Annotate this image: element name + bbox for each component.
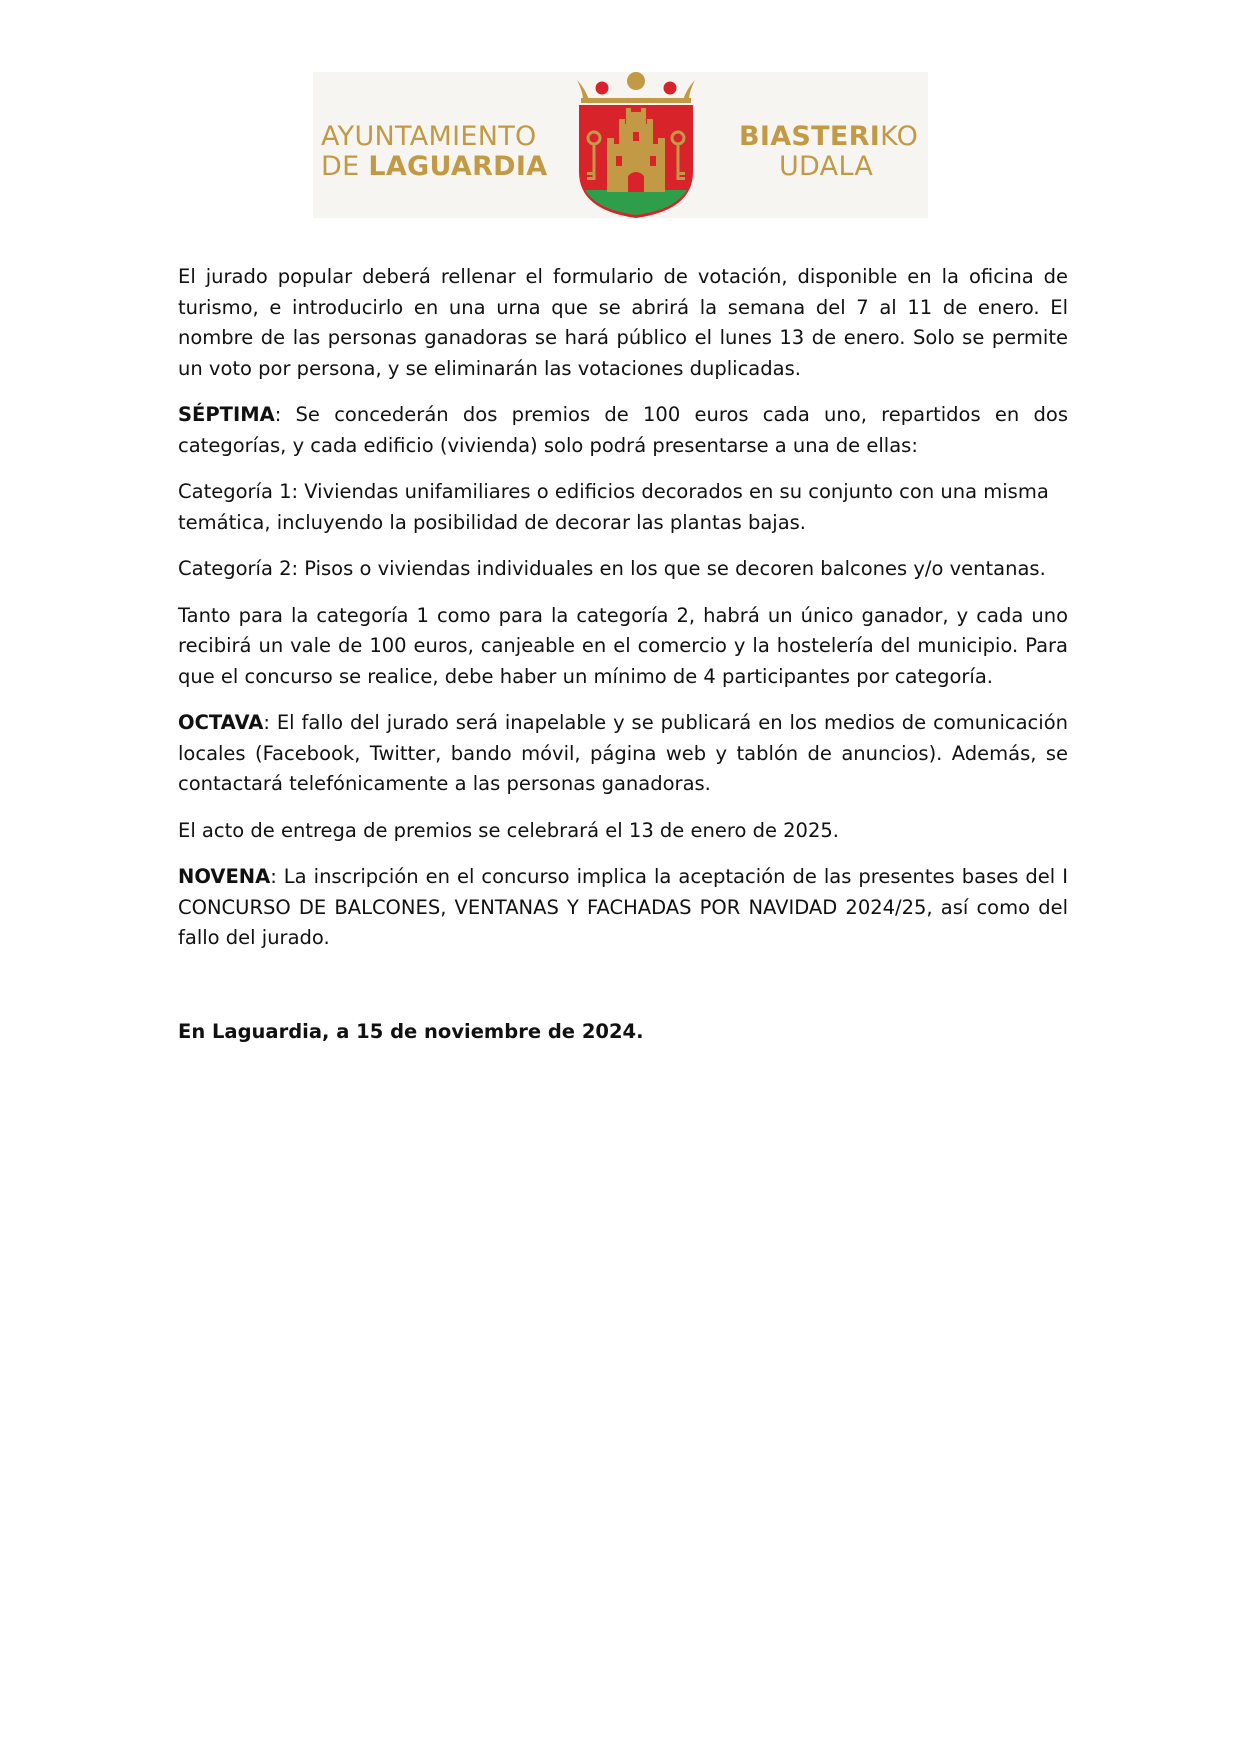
logo-udala: UDALA	[779, 151, 874, 182]
paragraph-octava	[178, 708, 1068, 800]
logo-line-ayuntamiento: AYUNTAMIENTO	[321, 121, 537, 152]
logo-text-basque	[739, 122, 918, 182]
logo-bold-biasteri: BIASTERI	[739, 121, 881, 152]
logo-bold-laguardia: LAGUARDIA	[368, 151, 548, 182]
clause-label-novena: NOVENA	[178, 865, 271, 888]
logo-line-biasteriko	[739, 122, 918, 152]
paragraph-acto-entrega: El acto de entrega de premios se celebrará el 13 de enero de 2025.	[178, 818, 839, 842]
clause-text-novena: : La inscripción en el concurso implica la aceptación de las presentes bases del I CONCURSO DE BALCONES, VENTANAS Y FACHADAS POR NAVIDAD 2024/25, así como del fallo del jurado.	[178, 865, 1068, 949]
clause-label-octava: OCTAVA	[178, 711, 264, 734]
clause-text-septima: : Se concederán dos premios de 100 euros cada uno, repartidos en dos categorías, y cada edificio (vivienda) solo podrá presentarse a una de ellas:	[178, 403, 1068, 457]
paragraph-categoria-2: Categoría 2: Pisos o viviendas individuales en los que se decoren balcones y/o ventanas.	[178, 557, 1046, 580]
document-body	[178, 262, 1068, 970]
logo-line-laguardia	[321, 152, 547, 182]
paragraph-categoria-1: Categoría 1: Viviendas unifamiliares o edificios decorados en su conjunto con una misma temática, incluyendo la posibilidad de decorar las plantas bajas.	[178, 480, 1049, 534]
letterhead	[313, 72, 928, 218]
paragraph-novena	[178, 862, 1068, 954]
logo-prefix-de: DE	[321, 151, 369, 182]
logo-text-spanish	[321, 122, 547, 182]
paragraph-septima	[178, 400, 1068, 461]
paragraph-jurado-popular: El jurado popular deberá rellenar el formulario de votación, disponible en la oficina de turismo, e introducirlo en una urna que se abrirá la semana del 7 al 11 de enero. El nombre de las personas ganadoras se hará público el lunes 13 de enero. Solo se permite un voto por persona, y se eliminarán las votaciones duplicadas.	[178, 265, 1068, 380]
coat-of-arms-icon	[571, 72, 701, 218]
logo-suffix-ko: KO	[880, 121, 919, 152]
clause-label-septima: SÉPTIMA	[178, 403, 275, 426]
signature-date: En Laguardia, a 15 de noviembre de 2024.	[178, 1020, 644, 1043]
clause-text-octava: : El fallo del jurado será inapelable y se publicará en los medios de comunicación locales (Facebook, Twitter, bando móvil, página web y tablón de anuncios). Además, se contactará telefónicamente a las personas ganadoras.	[178, 711, 1068, 795]
logo-line-udala	[739, 152, 918, 182]
paragraph-tanto: Tanto para la categoría 1 como para la categoría 2, habrá un único ganador, y cada uno recibirá un vale de 100 euros, canjeable en el comercio y la hostelería del municipio. Para que el concurso se realice, debe haber un mínimo de 4 participantes por categoría.	[178, 603, 1068, 688]
